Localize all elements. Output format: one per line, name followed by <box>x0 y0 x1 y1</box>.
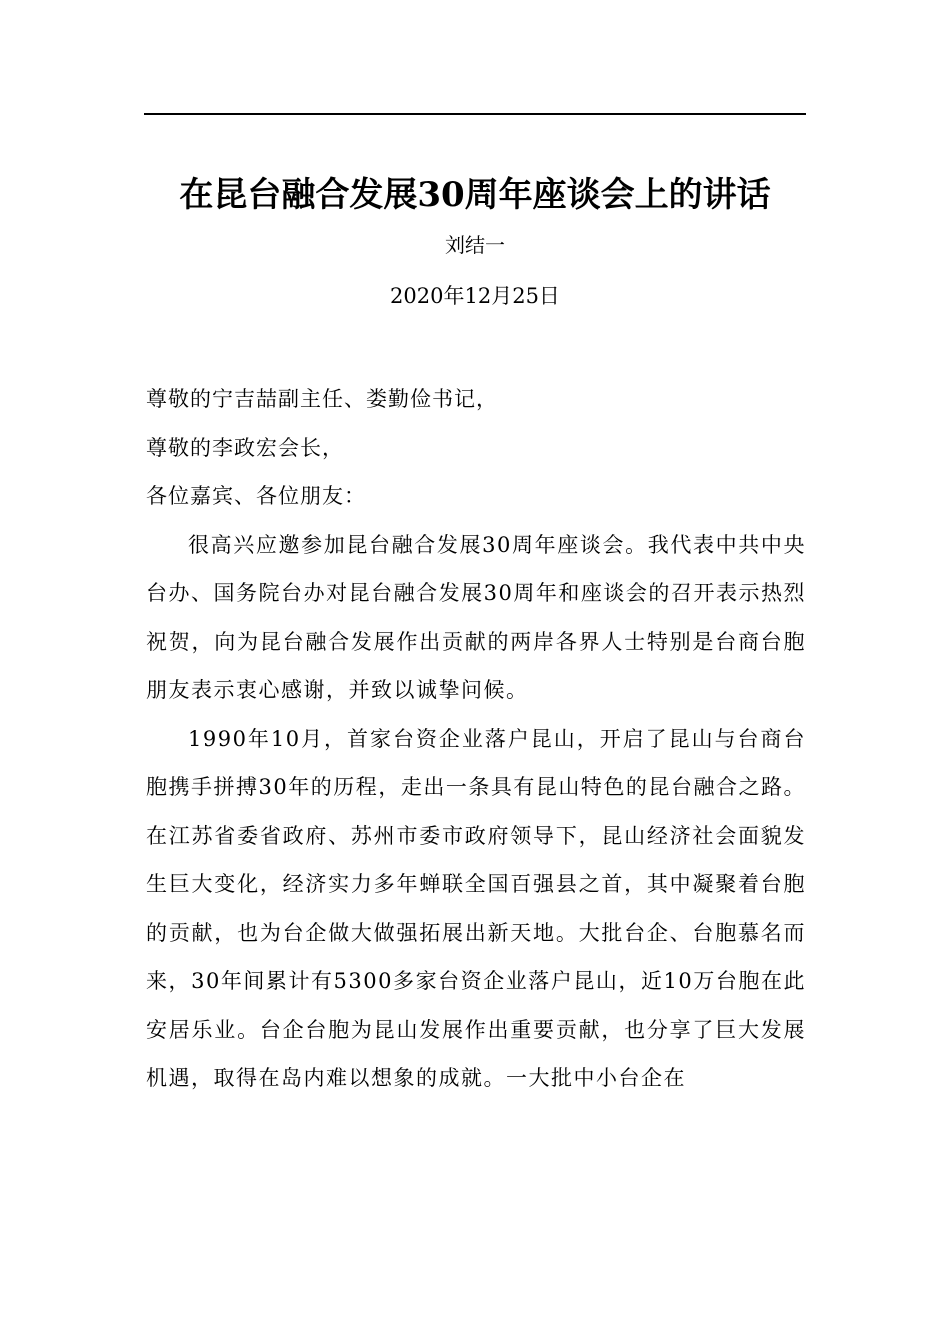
author-name: 刘结一 <box>445 233 505 257</box>
document-title: 在昆台融合发展30周年座谈会上的讲话 <box>179 175 771 215</box>
salutation-line: 尊敬的李政宏会长， <box>146 435 344 460</box>
speech-body <box>146 375 806 1103</box>
salutation-line: 尊敬的宁吉喆副主任、娄勤俭书记， <box>146 387 498 411</box>
header-rule <box>144 113 806 115</box>
body-paragraph: 很高兴应邀参加昆台融合发展30周年座谈会。我代表中共中央台办、国务院台办对昆台融合发展30周年和座谈会的召开表示热烈祝贺，向为昆台融合发展作出贡献的两岸各界人士特别是台商台胞朋友表示衷心感谢，并致以诚挚问候。 <box>146 532 806 702</box>
body-paragraph: 1990年10月，首家台资企业落户昆山，开启了昆山与台商台胞携手拼搏30年的历程，走出一条具有昆山特色的昆台融合之路。在江苏省委省政府、苏州市委市政府领导下，昆山经济社会面貌发生巨大变化，经济实力多年蝉联全国百强县之首，其中凝聚着台胞的贡献，也为台企做大做强拓展出新天地。大批台企、台胞慕名而来，30年间累计有5300多家台资企业落户昆山，近10万台胞在此安居乐业。台企台胞为昆山发展作出重要贡献，也分享了巨大发展机遇，取得在岛内难以想象的成就。一大批中小台企在 <box>146 726 806 1090</box>
speech-date: 2020年12月25日 <box>390 284 560 308</box>
salutation-line: 各位嘉宾、各位朋友： <box>146 484 366 508</box>
